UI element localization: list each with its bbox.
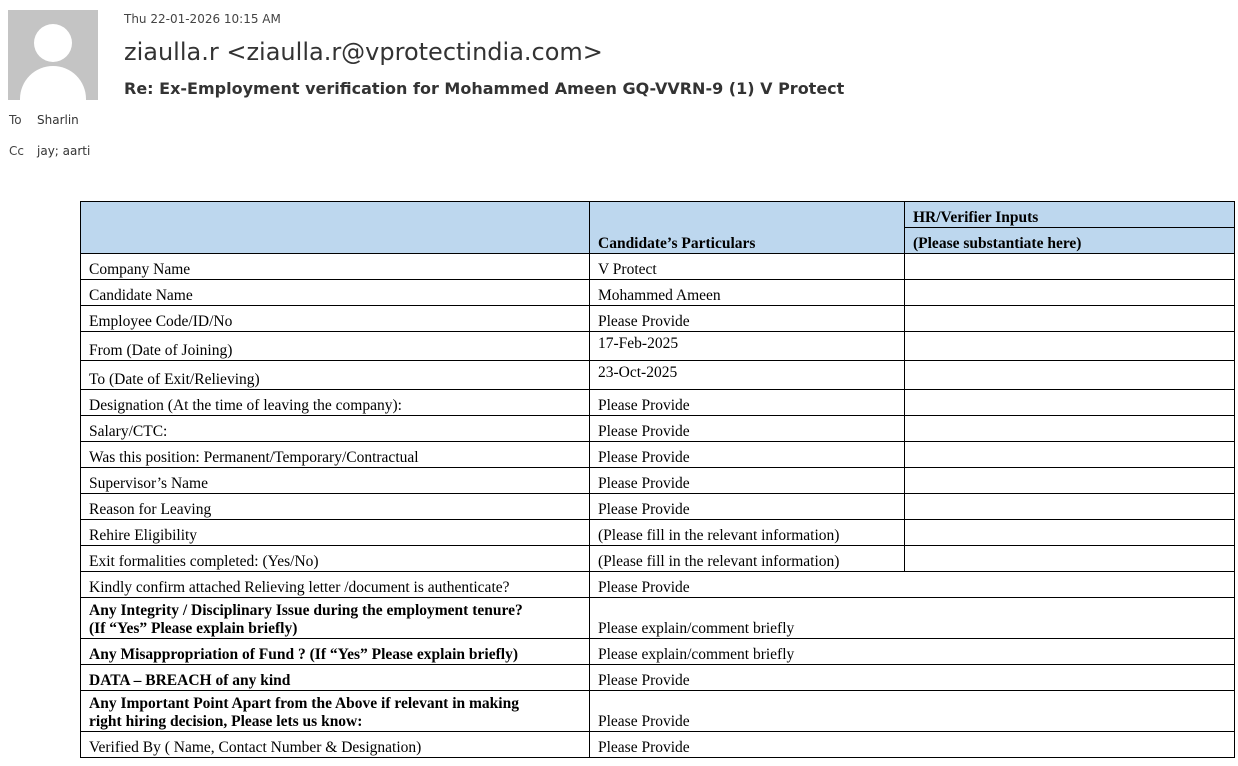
row-hr-input[interactable] — [905, 332, 1235, 361]
header-blank-cell — [81, 202, 590, 254]
table-row — [81, 598, 1235, 639]
row-label-line1: Any Important Point Apart from the Above if relevant in making — [89, 695, 519, 712]
row-label-line2: (If “Yes” Please explain briefly) — [89, 620, 298, 637]
row-value: Please Provide — [590, 494, 905, 520]
row-label: Salary/CTC: — [81, 416, 590, 442]
table-row — [81, 332, 1235, 361]
row-value: Please Provide — [590, 665, 1235, 691]
sender-avatar[interactable] — [8, 10, 98, 100]
row-hr-input[interactable] — [905, 546, 1235, 572]
row-label: Was this position: Permanent/Temporary/Contractual — [81, 442, 590, 468]
to-label: To — [9, 113, 22, 127]
row-label: Supervisor’s Name — [81, 468, 590, 494]
row-hr-input[interactable] — [905, 280, 1235, 306]
row-value: Please Provide — [590, 691, 1235, 732]
table-row — [81, 390, 1235, 416]
table-header-row — [81, 202, 1235, 228]
table-row — [81, 494, 1235, 520]
row-label: Employee Code/ID/No — [81, 306, 590, 332]
cc-label: Cc — [9, 144, 24, 158]
row-hr-input[interactable] — [905, 254, 1235, 280]
table-row — [81, 306, 1235, 332]
row-label: Company Name — [81, 254, 590, 280]
row-hr-input[interactable] — [905, 416, 1235, 442]
table-row — [81, 520, 1235, 546]
email-date: Thu 22-01-2026 10:15 AM — [124, 12, 281, 26]
row-value: Please Provide — [590, 442, 905, 468]
table-row — [81, 416, 1235, 442]
table-row — [81, 361, 1235, 390]
row-label: DATA – BREACH of any kind — [81, 665, 590, 691]
header-candidate-particulars: Candidate’s Particulars — [590, 202, 905, 254]
row-value: Please explain/comment briefly — [590, 639, 1235, 665]
row-label: From (Date of Joining) — [81, 332, 590, 361]
row-value: Please Provide — [590, 572, 1235, 598]
row-label: Designation (At the time of leaving the company): — [81, 390, 590, 416]
row-value: (Please fill in the relevant information) — [590, 520, 905, 546]
table-row — [81, 468, 1235, 494]
row-value: Please Provide — [590, 732, 1235, 758]
table-row — [81, 442, 1235, 468]
row-hr-input[interactable] — [905, 306, 1235, 332]
row-value: Please Provide — [590, 468, 905, 494]
row-label: Verified By ( Name, Contact Number & Designation) — [81, 732, 590, 758]
row-value: Please Provide — [590, 306, 905, 332]
row-label: Rehire Eligibility — [81, 520, 590, 546]
row-value: Mohammed Ameen — [590, 280, 905, 306]
row-hr-input[interactable] — [905, 442, 1235, 468]
email-subject: Re: Ex-Employment verification for Mohammed Ameen GQ-VVRN-9 (1) V Protect — [124, 79, 845, 98]
row-value: 17-Feb-2025 — [590, 332, 905, 361]
avatar-person-shoulders — [20, 66, 86, 100]
avatar-person-icon — [34, 24, 72, 62]
header-substantiate: (Please substantiate here) — [905, 228, 1235, 254]
row-hr-input[interactable] — [905, 520, 1235, 546]
row-value: (Please fill in the relevant information) — [590, 546, 905, 572]
row-label: To (Date of Exit/Relieving) — [81, 361, 590, 390]
row-label: Reason for Leaving — [81, 494, 590, 520]
row-label: Exit formalities completed: (Yes/No) — [81, 546, 590, 572]
email-sender[interactable]: ziaulla.r <ziaulla.r@vprotectindia.com> — [124, 38, 603, 66]
table-row — [81, 639, 1235, 665]
verification-table — [80, 201, 1235, 758]
table-row — [81, 280, 1235, 306]
row-value: Please Provide — [590, 416, 905, 442]
cc-recipients[interactable]: jay; aarti — [37, 144, 91, 158]
table-row — [81, 665, 1235, 691]
row-hr-input[interactable] — [905, 494, 1235, 520]
row-label-line1: Any Integrity / Disciplinary Issue during the employment tenure? — [89, 602, 523, 619]
row-value: Please explain/comment briefly — [590, 598, 1235, 639]
row-label: Any Misappropriation of Fund ? (If “Yes” Please explain briefly) — [81, 639, 590, 665]
row-label: Kindly confirm attached Relieving letter /document is authenticate? — [81, 572, 590, 598]
table-row — [81, 254, 1235, 280]
row-hr-input[interactable] — [905, 468, 1235, 494]
to-recipient[interactable]: Sharlin — [37, 113, 79, 127]
header-hr-verifier-inputs: HR/Verifier Inputs — [905, 202, 1235, 228]
row-value: 23-Oct-2025 — [590, 361, 905, 390]
row-label-line2: right hiring decision, Please lets us know: — [89, 713, 363, 730]
row-label — [81, 598, 590, 639]
row-hr-input[interactable] — [905, 361, 1235, 390]
row-value: Please Provide — [590, 390, 905, 416]
row-label — [81, 691, 590, 732]
table-row — [81, 546, 1235, 572]
row-label: Candidate Name — [81, 280, 590, 306]
table-row — [81, 572, 1235, 598]
table-row — [81, 691, 1235, 732]
table-row — [81, 732, 1235, 758]
row-hr-input[interactable] — [905, 390, 1235, 416]
row-value: V Protect — [590, 254, 905, 280]
